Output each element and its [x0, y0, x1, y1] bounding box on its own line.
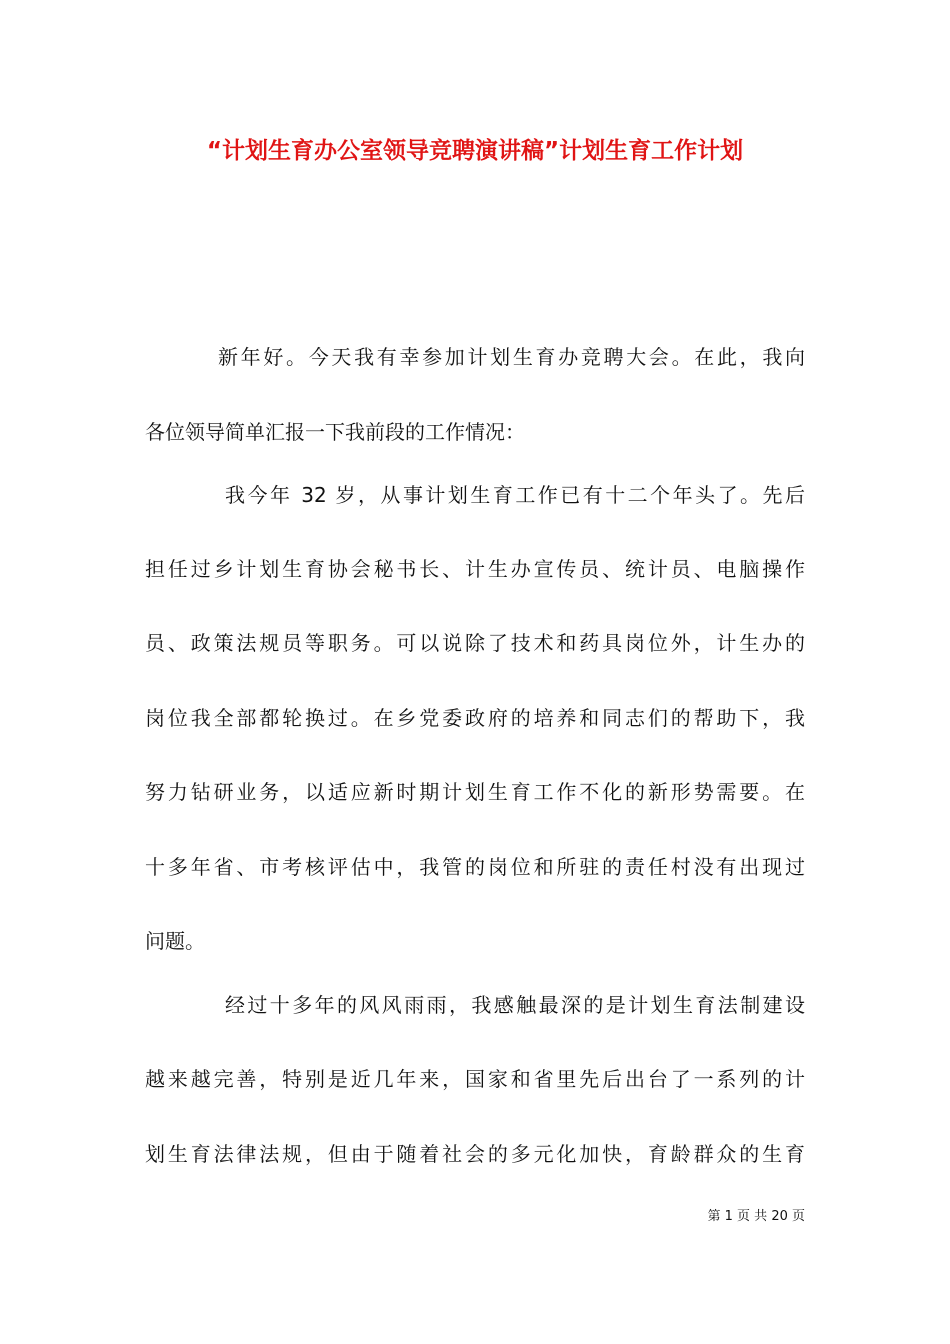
page-title: “计划生育办公室领导竞聘演讲稿”计划生育工作计划: [206, 138, 744, 164]
body-line: 经过十多年的风风雨雨，我感触最深的是计划生育法制建设: [225, 993, 805, 1017]
body-line: 越来越完善，特别是近几年来，国家和省里先后出台了一系列的计: [145, 1067, 805, 1091]
body-line: 岗位我全部都轮换过。在乡党委政府的培养和同志们的帮助下，我: [145, 706, 805, 730]
body-line: 划生育法律法规，但由于随着社会的多元化加快，育龄群众的生育: [145, 1142, 805, 1166]
body-line: 员、政策法规员等职务。可以说除了技术和药具岗位外，计生办的: [145, 631, 805, 655]
body-line: 努力钻研业务，以适应新时期计划生育工作不化的新形势需要。在: [145, 780, 805, 804]
body-line: 我今年 32 岁，从事计划生育工作已有十二个年头了。先后: [225, 483, 805, 507]
body-line: 新年好。今天我有幸参加计划生育办竞聘大会。在此，我向: [218, 345, 805, 369]
body-line: 担任过乡计划生育协会秘书长、计生办宣传员、统计员、电脑操作: [145, 557, 805, 581]
body-line: 各位领导简单汇报一下我前段的工作情况：: [145, 420, 525, 444]
body-line: 问题。: [145, 929, 205, 953]
page-number: 第 1 页 共 20 页: [707, 1209, 805, 1224]
body-line: 十多年省、市考核评估中，我管的岗位和所驻的责任村没有出现过: [145, 855, 805, 879]
